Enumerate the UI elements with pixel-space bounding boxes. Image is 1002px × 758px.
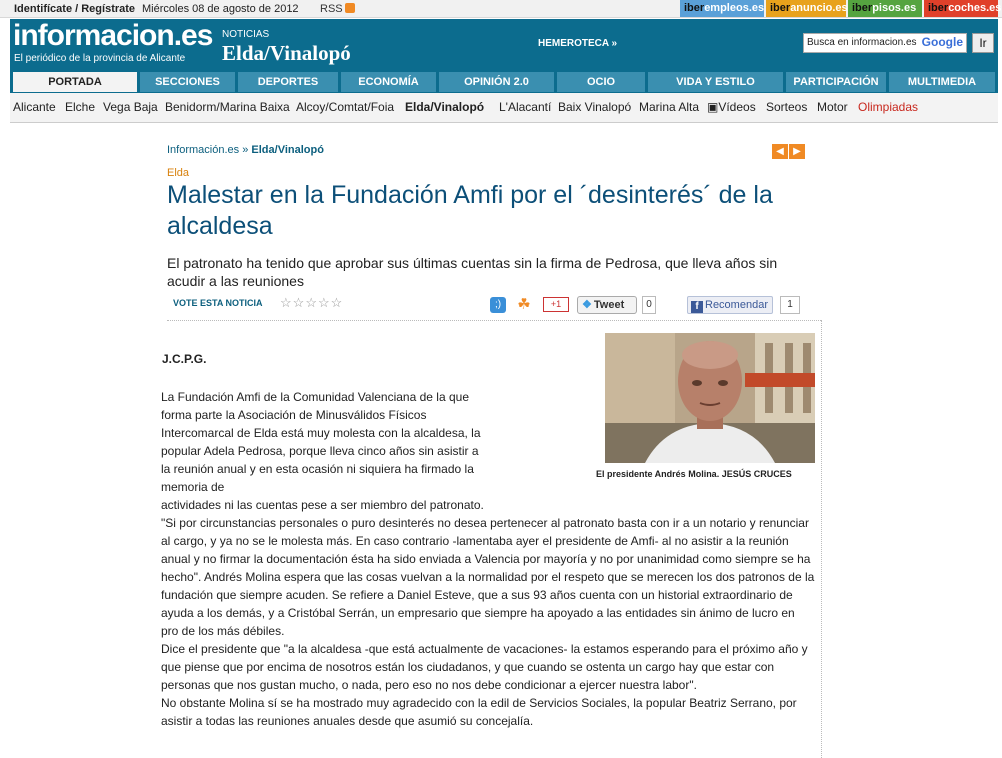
rating-stars[interactable] bbox=[280, 295, 343, 311]
star-icon[interactable]: ☆ bbox=[292, 295, 306, 310]
article-nav-arrows bbox=[771, 143, 805, 159]
tuenti-share-icon[interactable]: ;) bbox=[490, 297, 506, 313]
iber-name: anuncio.es bbox=[790, 2, 848, 14]
subnav-item-elda[interactable]: Elda/Vinalopó bbox=[405, 100, 485, 114]
subnav-item-alcoy[interactable]: Alcoy/Comtat/Foia bbox=[296, 100, 395, 114]
star-icon[interactable]: ☆ bbox=[305, 295, 318, 310]
search-button[interactable]: Ir bbox=[972, 33, 994, 53]
iberanuncio-link[interactable] bbox=[766, 0, 846, 17]
article-subtitle: El patronato ha tenido que aprobar sus últimas cuentas sin la firma de Pedrosa, que lleva años sin acudir a las reuniones bbox=[167, 255, 778, 289]
twitter-bird-icon: ❖ bbox=[582, 299, 592, 311]
subnav-item-motor[interactable]: Motor bbox=[817, 100, 848, 114]
facebook-icon: f bbox=[691, 301, 703, 313]
breadcrumb-section[interactable]: Elda/Vinalopó bbox=[251, 144, 324, 156]
logo-text: informacion bbox=[13, 19, 174, 52]
article-paragraph-1-end: actividades ni las cuentas pese a ser miembro del patronato. bbox=[161, 498, 484, 512]
facebook-recommend-button[interactable] bbox=[687, 296, 773, 314]
article-photo[interactable] bbox=[605, 333, 815, 463]
article-paragraph-1: La Fundación Amfi de la Comunidad Valenciana de la que forma parte la Asociación de Minusválidos Físicos Intercomarcal de Elda está muy molesta con la alcaldesa, la popular Adela Pedrosa, porque lleva cinco años sin asistir a la reunión anual y en esta ocasión ni siquiera ha firmado la memoria de bbox=[161, 390, 481, 494]
subnav-item-vega-baja[interactable]: Vega Baja bbox=[103, 100, 158, 114]
hemeroteca-link[interactable]: HEMEROTECA » bbox=[538, 38, 618, 49]
recommend-label: Recomendar bbox=[705, 299, 768, 311]
tab-portada[interactable]: PORTADA bbox=[13, 72, 137, 92]
article-paragraph-2: "Si por circunstancias personales o puro desinterés no desea pertenecer al patronato basta con ir a un notario y renunciar al cargo, y ya no se le molesta más. En caso contrario -lamentaba ayer el presidente de Amfi- al no asistir a la reunión anual y no firmar la documentación ésta ha sido enviada a Valencia por mayoría y no por unanimidad como siempre se ha hecho". Andrés Molina espera que las cosas vuelvan a la normalidad por el respeto que se merecen los dos patronos de la fundación que siempre acuden. Se refiere a Daniel Esteve, que a sus 93 años cuenta con un historial extraordinario de ayuda a los demás, y a Cristóbal Serrán, un empresario que siempre ha apoyado a las entidades sin ánimo de lucro en pro de los más débiles. bbox=[161, 516, 815, 638]
photo-illustration bbox=[605, 333, 815, 463]
subnav-item-elche[interactable]: Elche bbox=[65, 100, 96, 114]
iber-name: pisos.es bbox=[872, 2, 917, 14]
article-headline: Malestar en la Fundación Amfi por el ´desinterés´ de la alcaldesa bbox=[167, 181, 773, 240]
article-kicker[interactable]: Elda bbox=[167, 167, 190, 179]
tweet-count: 0 bbox=[642, 296, 656, 314]
photo-caption: El presidente Andrés Molina. JESÚS CRUCES bbox=[596, 469, 792, 479]
rss-link[interactable] bbox=[320, 3, 355, 15]
ibercoches-link[interactable] bbox=[924, 0, 1002, 17]
subnav-item-olimpiadas[interactable]: Olimpiadas bbox=[858, 100, 919, 114]
breadcrumb bbox=[167, 144, 324, 156]
next-article-icon[interactable]: ▶ bbox=[789, 144, 805, 159]
iber-prefix: iber bbox=[770, 2, 791, 14]
video-icon: ▣ bbox=[707, 100, 719, 114]
site-header bbox=[10, 19, 998, 69]
logo-tld: .es bbox=[173, 19, 213, 52]
google-plus-button[interactable]: +1 bbox=[543, 297, 569, 312]
meneame-share-icon[interactable]: ☘ bbox=[517, 296, 531, 313]
divider bbox=[167, 320, 821, 321]
subnav-item-videos[interactable] bbox=[707, 100, 756, 114]
subnav-item-alicante[interactable]: Alicante bbox=[13, 100, 56, 114]
site-tagline: El periódico de la provincia de Alicante bbox=[14, 53, 186, 64]
iber-prefix: iber bbox=[684, 2, 705, 14]
iberempleos-link[interactable] bbox=[680, 0, 764, 17]
subnav-item-alacanti[interactable]: L'Alacantí bbox=[499, 100, 552, 114]
top-utility-bar bbox=[0, 0, 1002, 18]
sub-nav bbox=[10, 93, 998, 123]
iber-name: empleos.es bbox=[704, 2, 765, 14]
rss-icon bbox=[345, 3, 355, 13]
tweet-label: Tweet bbox=[593, 299, 625, 311]
vote-label: VOTE ESTA NOTICIA bbox=[173, 298, 263, 308]
tab-multimedia[interactable]: MULTIMEDIA bbox=[889, 72, 995, 92]
tab-deportes[interactable]: DEPORTES bbox=[238, 72, 338, 92]
search-input[interactable] bbox=[803, 33, 967, 53]
article-paragraph-3: Dice el presidente que "a la alcaldesa -que está actualmente de vacaciones- la estamos esperando para el próximo año y que piense que por encima de nosotros están los ciudadanos, y que cuando se ostenta un cargo hay que estar con personas que nos gustan mucho, o nada, pero eso no nos debe condicionar a ejercer nuestra labor". bbox=[161, 642, 808, 692]
iberpisos-link[interactable] bbox=[848, 0, 922, 17]
tab-secciones[interactable]: SECCIONES bbox=[140, 72, 235, 92]
article-body bbox=[161, 496, 815, 730]
rss-label: RSS bbox=[320, 3, 343, 15]
main-nav bbox=[10, 69, 998, 93]
site-logo[interactable] bbox=[13, 19, 212, 53]
recommend-count: 1 bbox=[780, 296, 800, 314]
breadcrumb-home[interactable]: Información.es bbox=[167, 144, 240, 156]
subnav-videos-label: Vídeos bbox=[718, 100, 756, 114]
search-placeholder: Busca en informacion.es bbox=[807, 37, 917, 48]
subnav-item-marina-alta[interactable]: Marina Alta bbox=[639, 100, 700, 114]
iber-prefix: iber bbox=[852, 2, 873, 14]
column-divider bbox=[821, 320, 822, 758]
prev-article-icon[interactable]: ◀ bbox=[772, 144, 788, 159]
iber-name: coches.es bbox=[948, 2, 1002, 14]
section-title[interactable]: Elda/Vinalopó bbox=[222, 41, 351, 65]
google-logo: Google bbox=[921, 35, 963, 49]
current-date: Miércoles 08 de agosto de 2012 bbox=[142, 3, 299, 15]
star-icon[interactable]: ☆ bbox=[317, 295, 331, 310]
breadcrumb-separator: » bbox=[242, 144, 249, 156]
tab-opinion[interactable]: OPINIÓN 2.0 bbox=[439, 72, 554, 92]
article-paragraph-4: No obstante Molina sí se ha mostrado muy agradecido con la edil de Servicios Sociales, la popular Beatriz Serrano, por asistir a todas las reuniones anuales desde que asumió su concejalía. bbox=[161, 696, 797, 728]
subnav-item-baix-vinalopo[interactable]: Baix Vinalopó bbox=[558, 100, 632, 114]
iber-prefix: iber bbox=[928, 2, 949, 14]
subnav-item-sorteos[interactable]: Sorteos bbox=[766, 100, 808, 114]
tab-participacion[interactable]: PARTICIPACIÓN bbox=[786, 72, 886, 92]
section-label: NOTICIAS bbox=[222, 29, 270, 40]
article-author: J.C.P.G. bbox=[162, 352, 207, 366]
tweet-button[interactable] bbox=[577, 296, 637, 314]
login-register-link[interactable]: Identifícate / Regístrate bbox=[14, 3, 136, 15]
tab-economia[interactable]: ECONOMÍA bbox=[341, 72, 436, 92]
subnav-item-benidorm[interactable]: Benidorm/Marina Baixa bbox=[165, 100, 290, 114]
tab-vida-y-estilo[interactable]: VIDA Y ESTILO bbox=[648, 72, 783, 92]
star-icon[interactable]: ☆ bbox=[330, 295, 344, 310]
star-icon[interactable]: ☆ bbox=[280, 295, 293, 310]
tab-ocio[interactable]: OCIO bbox=[557, 72, 645, 92]
